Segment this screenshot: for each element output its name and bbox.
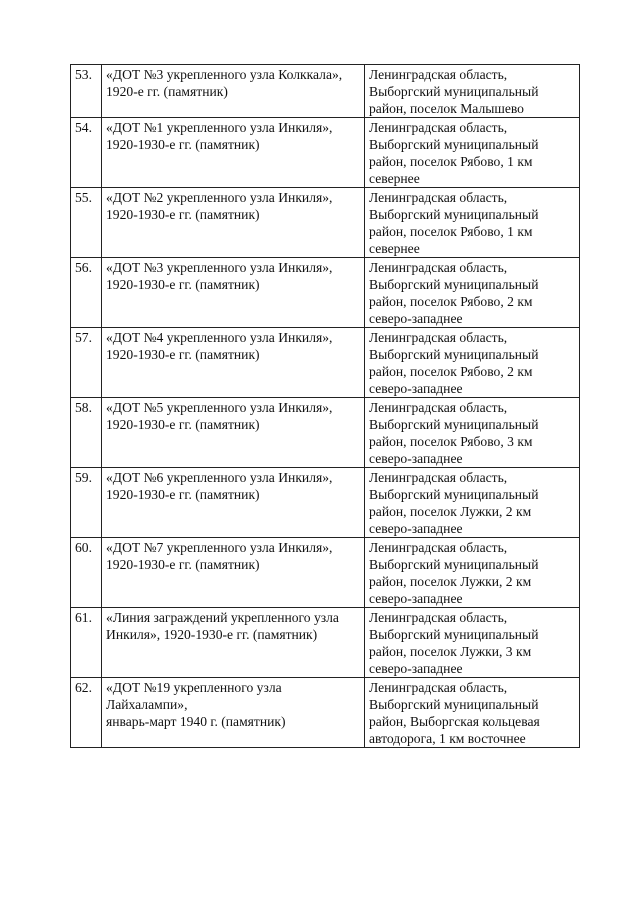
monument-location-line: северо-западнее — [369, 451, 463, 466]
monument-location — [365, 608, 580, 678]
monument-name-line: 1920-1930-е гг. (памятник) — [106, 207, 260, 222]
monument-location-line: Выборгский муниципальный — [369, 347, 539, 362]
monument-location-line: Ленинградская область, — [369, 120, 508, 135]
monument-name-line: «ДОТ №19 укрепленного узла — [106, 680, 282, 695]
monument-location-line: Ленинградская область, — [369, 680, 508, 695]
monument-location-line: Выборгский муниципальный — [369, 84, 539, 99]
table-row — [71, 398, 580, 468]
monument-location-line: район, поселок Рябово, 2 км — [369, 364, 533, 379]
row-number: 58. — [71, 398, 102, 468]
monument-name — [102, 398, 365, 468]
row-number: 60. — [71, 538, 102, 608]
monument-name-line: Лайхалампи», — [106, 697, 188, 712]
row-number: 56. — [71, 258, 102, 328]
monument-location — [365, 328, 580, 398]
monument-location-line: северо-западнее — [369, 661, 463, 676]
row-number: 53. — [71, 65, 102, 118]
monument-location — [365, 118, 580, 188]
table-row — [71, 188, 580, 258]
monument-location-line: район, поселок Лужки, 3 км — [369, 644, 532, 659]
monument-name-line: 1920-1930-е гг. (памятник) — [106, 417, 260, 432]
monument-name — [102, 678, 365, 748]
monument-name-line: 1920-1930-е гг. (памятник) — [106, 137, 260, 152]
monument-location-line: севернее — [369, 171, 420, 186]
monument-location-line: Выборгский муниципальный — [369, 557, 539, 572]
monument-name — [102, 608, 365, 678]
monument-location-line: район, поселок Рябово, 1 км — [369, 154, 533, 169]
monument-name-line: Инкиля», 1920-1930-е гг. (памятник) — [106, 627, 318, 642]
monument-name-line: «ДОТ №1 укрепленного узла Инкиля», — [106, 120, 333, 135]
monument-name — [102, 65, 365, 118]
monument-location-line: район, поселок Малышево — [369, 101, 524, 116]
monument-location-line: Выборгский муниципальный — [369, 417, 539, 432]
monument-name-line: «ДОТ №5 укрепленного узла Инкиля», — [106, 400, 333, 415]
table-row — [71, 328, 580, 398]
row-number: 55. — [71, 188, 102, 258]
monument-location-line: Выборгский муниципальный — [369, 207, 539, 222]
monument-location-line: Выборгский муниципальный — [369, 697, 539, 712]
monument-location-line: Ленинградская область, — [369, 330, 508, 345]
monument-name — [102, 188, 365, 258]
monument-location-line: Ленинградская область, — [369, 470, 508, 485]
monument-location-line: Ленинградская область, — [369, 260, 508, 275]
monument-location-line: Выборгский муниципальный — [369, 627, 539, 642]
table-row — [71, 678, 580, 748]
monuments-table — [70, 64, 580, 748]
monument-location — [365, 65, 580, 118]
monument-name-line: «Линия заграждений укрепленного узла — [106, 610, 339, 625]
row-number: 54. — [71, 118, 102, 188]
monument-name-line: 1920-1930-е гг. (памятник) — [106, 347, 260, 362]
monument-location-line: северо-западнее — [369, 381, 463, 396]
monument-name-line: «ДОТ №6 укрепленного узла Инкиля», — [106, 470, 333, 485]
monument-location-line: автодорога, 1 км восточнее — [369, 731, 526, 746]
monument-location — [365, 258, 580, 328]
monument-location-line: район, поселок Рябово, 1 км — [369, 224, 533, 239]
monument-name-line: 1920-1930-е гг. (памятник) — [106, 557, 260, 572]
monument-name-line: «ДОТ №2 укрепленного узла Инкиля», — [106, 190, 333, 205]
table-row — [71, 65, 580, 118]
monuments-table-body — [71, 65, 580, 748]
row-number: 62. — [71, 678, 102, 748]
monument-name — [102, 328, 365, 398]
monument-location-line: Выборгский муниципальный — [369, 137, 539, 152]
monument-location-line: Ленинградская область, — [369, 190, 508, 205]
monument-location — [365, 538, 580, 608]
monument-location-line: северо-западнее — [369, 591, 463, 606]
row-number: 57. — [71, 328, 102, 398]
monument-name-line: 1920-е гг. (памятник) — [106, 84, 228, 99]
monument-location-line: севернее — [369, 241, 420, 256]
monument-location-line: район, поселок Лужки, 2 км — [369, 504, 532, 519]
monument-location-line: Выборгский муниципальный — [369, 277, 539, 292]
monument-name-line: «ДОТ №3 укрепленного узла Колккала», — [106, 67, 343, 82]
table-row — [71, 118, 580, 188]
monument-location-line: район, поселок Рябово, 2 км — [369, 294, 533, 309]
monument-location — [365, 398, 580, 468]
monument-name-line: «ДОТ №4 укрепленного узла Инкиля», — [106, 330, 333, 345]
table-row — [71, 608, 580, 678]
monument-name — [102, 538, 365, 608]
monument-location — [365, 678, 580, 748]
table-row — [71, 538, 580, 608]
monument-location-line: район, Выборгская кольцевая — [369, 714, 540, 729]
monument-name-line: 1920-1930-е гг. (памятник) — [106, 487, 260, 502]
monument-name — [102, 258, 365, 328]
monument-location-line: Ленинградская область, — [369, 610, 508, 625]
monument-location-line: Выборгский муниципальный — [369, 487, 539, 502]
monument-name-line: «ДОТ №7 укрепленного узла Инкиля», — [106, 540, 333, 555]
table-row — [71, 258, 580, 328]
monument-location-line: Ленинградская область, — [369, 540, 508, 555]
monument-name-line: 1920-1930-е гг. (памятник) — [106, 277, 260, 292]
monument-name-line: январь-март 1940 г. (памятник) — [106, 714, 286, 729]
monument-location-line: район, поселок Лужки, 2 км — [369, 574, 532, 589]
monument-name-line: «ДОТ №3 укрепленного узла Инкиля», — [106, 260, 333, 275]
row-number: 61. — [71, 608, 102, 678]
monument-location-line: северо-западнее — [369, 521, 463, 536]
monument-location-line: северо-западнее — [369, 311, 463, 326]
monument-location-line: Ленинградская область, — [369, 400, 508, 415]
monument-location — [365, 188, 580, 258]
monument-location — [365, 468, 580, 538]
monument-name — [102, 118, 365, 188]
monument-location-line: район, поселок Рябово, 3 км — [369, 434, 533, 449]
row-number: 59. — [71, 468, 102, 538]
table-row — [71, 468, 580, 538]
monument-location-line: Ленинградская область, — [369, 67, 508, 82]
monument-name — [102, 468, 365, 538]
